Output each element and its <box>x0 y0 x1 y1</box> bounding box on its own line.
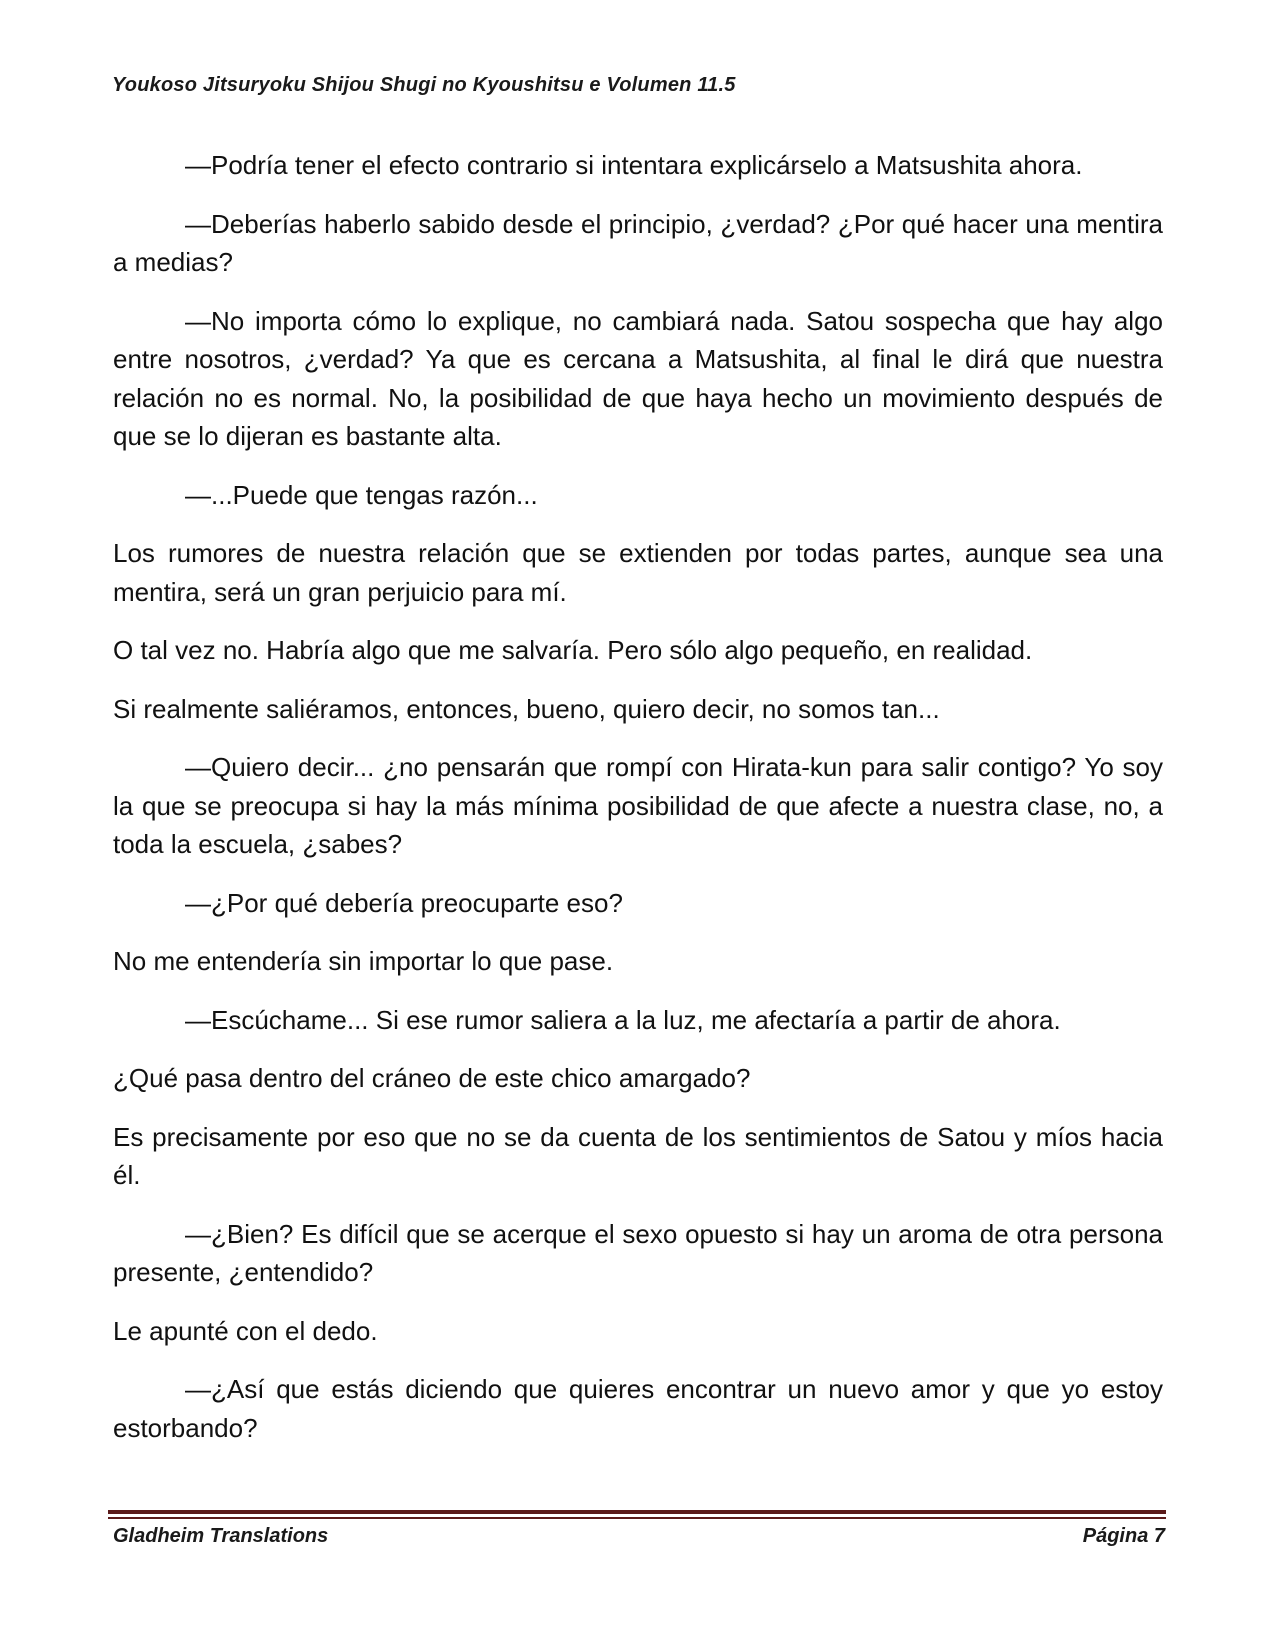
page-number: Página 7 <box>1082 1525 1165 1547</box>
paragraph-12: ¿Qué pasa dentro del cráneo de este chico amargado? <box>113 1063 751 1093</box>
footer-credit: Gladheim Translations <box>113 1525 329 1547</box>
paragraph-16: —¿Así que estás diciendo que quieres encontrar un nuevo amor y que yo estoy estorbando? <box>113 1374 1163 1443</box>
paragraph-5: Los rumores de nuestra relación que se extienden por todas partes, aunque sea una mentira, será un gran perjuicio para mí. <box>113 538 1163 607</box>
footer-divider-thin <box>108 1517 1166 1519</box>
paragraph-8: —Quiero decir... ¿no pensarán que rompí con Hirata-kun para salir contigo? Yo soy la que se preocupa si hay la más mínima posibilidad de que afecte a nuestra clase, no, a toda la escuela, ¿sabes? <box>113 752 1163 859</box>
paragraph-13: Es precisamente por eso que no se da cuenta de los sentimientos de Satou y míos hacia él. <box>113 1121 1163 1190</box>
paragraph-6: O tal vez no. Habría algo que me salvaría. Pero sólo algo pequeño, en realidad. <box>113 635 1033 665</box>
paragraph-1: —Podría tener el efecto contrario si intentara explicárselo a Matsushita ahora. <box>185 150 1083 180</box>
paragraph-11: —Escúchame... Si ese rumor saliera a la luz, me afectaría a partir de ahora. <box>185 1004 1061 1035</box>
paragraph-9: —¿Por qué debería preocuparte eso? <box>185 887 623 918</box>
footer-divider <box>108 1510 1166 1519</box>
paragraph-4: —...Puede que tengas razón... <box>185 479 538 510</box>
paragraph-14: —¿Bien? Es difícil que se acerque el sexo opuesto si hay un aroma de otra persona presente, ¿entendido? <box>113 1218 1163 1287</box>
page-body <box>113 146 1163 1467</box>
paragraph-7: Si realmente saliéramos, entonces, bueno, quiero decir, no somos tan... <box>113 693 940 724</box>
paragraph-2: —Deberías haberlo sabido desde el principio, ¿verdad? ¿Por qué hacer una mentira a medias? <box>113 208 1163 277</box>
paragraph-15: Le apunté con el dedo. <box>113 1315 378 1346</box>
paragraph-10: No me entendería sin importar lo que pase. <box>113 946 614 976</box>
running-header: Youkoso Jitsuryoku Shijou Shugi no Kyoushitsu e Volumen 11.5 <box>112 74 736 96</box>
footer-divider-thick <box>108 1510 1166 1514</box>
paragraph-3: —No importa cómo lo explique, no cambiará nada. Satou sospecha que hay algo entre nosotros, ¿verdad? Ya que es cercana a Matsushita, al final le dirá que nuestra relación no es normal. No, la posibilidad de que haya hecho un movimiento después de que se lo dijeran es bastante alta. <box>113 305 1163 451</box>
